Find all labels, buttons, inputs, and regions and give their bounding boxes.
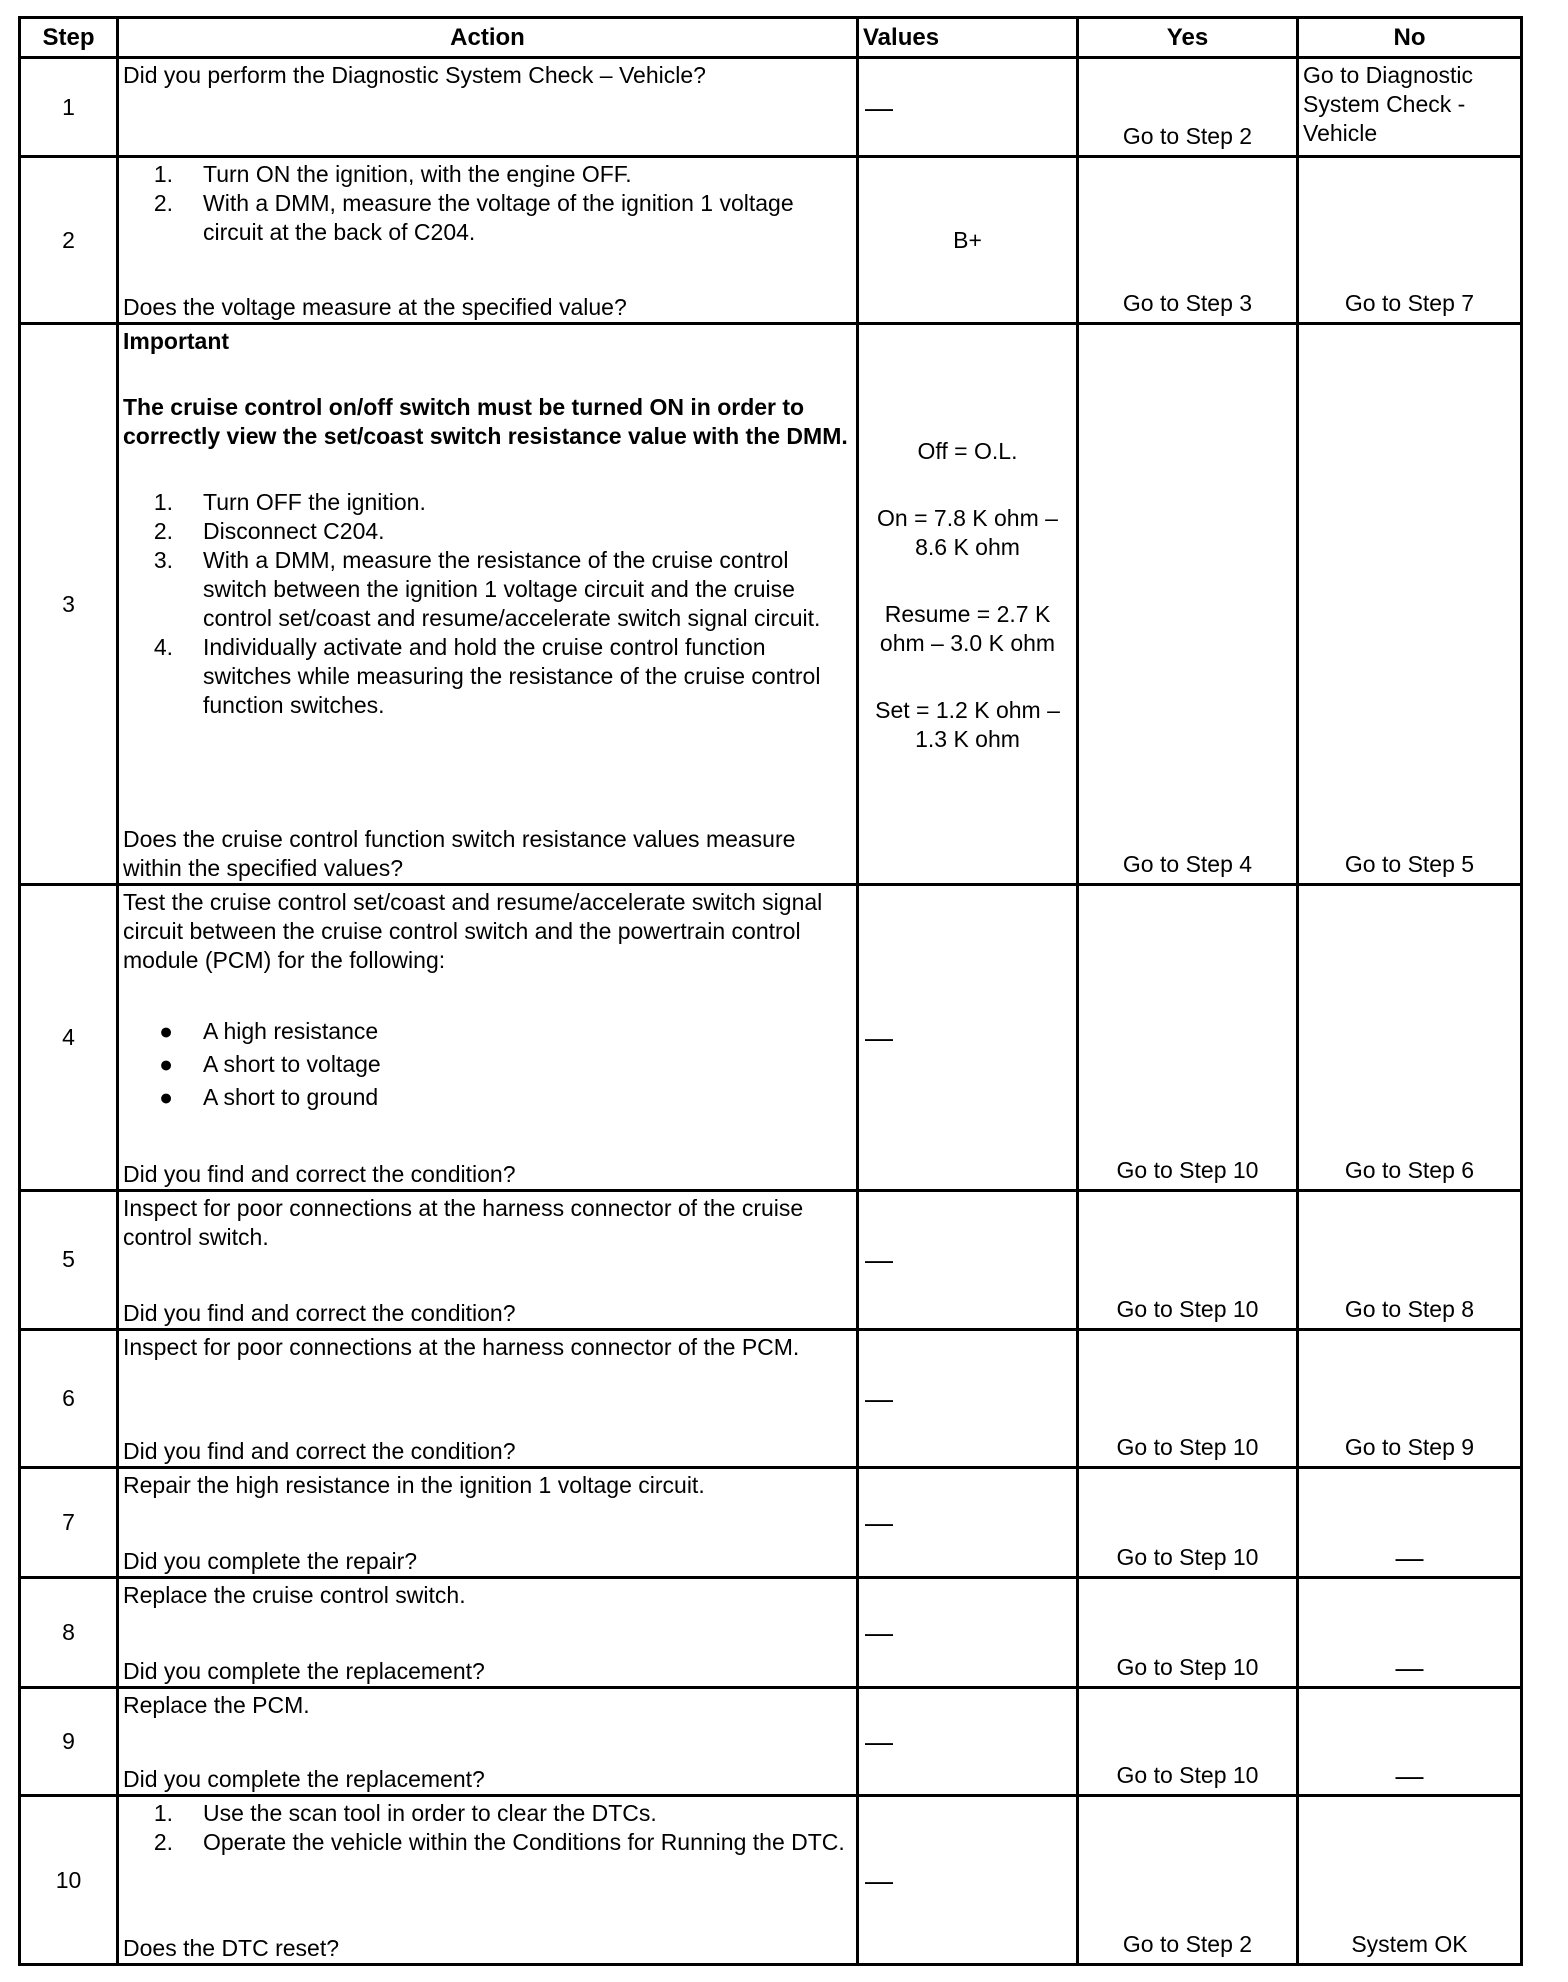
- values-cell: —: [858, 1191, 1078, 1329]
- action-cell: [118, 1191, 858, 1329]
- important-label: Important: [123, 328, 230, 355]
- step-number: 1: [20, 58, 118, 157]
- no-cell: Go to Step 5: [1298, 324, 1522, 885]
- step-number: 10: [20, 1796, 118, 1965]
- step-number: 4: [20, 885, 118, 1191]
- action-text: Test the cruise control set/coast and resume/accelerate switch signal circuit between the cruise control switch and the powertrain control module (PCM) for the following:: [123, 889, 823, 974]
- no-cell: Go to Step 8: [1298, 1191, 1522, 1329]
- list-item: 2. Operate the vehicle within the Conditions for Running the DTC.: [153, 1829, 845, 1856]
- bullet-list: [123, 1015, 852, 1114]
- action-cell: [118, 1796, 858, 1965]
- action-cell: [118, 157, 858, 324]
- values-cell: —: [858, 1329, 1078, 1467]
- step-number: 2: [20, 157, 118, 324]
- action-cell: [118, 1468, 858, 1577]
- table-row: [20, 1577, 1522, 1687]
- numbered-list: [123, 488, 852, 720]
- yes-cell: Go to Step 10: [1078, 1329, 1298, 1467]
- no-cell: —: [1298, 1577, 1522, 1687]
- list-item: 1. Turn ON the ignition, with the engine OFF.: [153, 161, 632, 188]
- question-text: Does the voltage measure at the specified value?: [123, 294, 627, 321]
- action-text: Inspect for poor connections at the harness connector of the PCM.: [123, 1333, 800, 1360]
- table-row: [20, 58, 1522, 157]
- table-row: [20, 157, 1522, 324]
- values-cell: —: [858, 1796, 1078, 1965]
- header-values: Values: [858, 18, 1078, 58]
- numbered-list: [123, 1799, 852, 1857]
- values-cell: —: [858, 58, 1078, 157]
- header-yes: Yes: [1078, 18, 1298, 58]
- list-item: 2. Disconnect C204.: [153, 518, 385, 545]
- action-cell: [118, 1577, 858, 1687]
- question-text: Does the DTC reset?: [123, 1935, 340, 1961]
- values-cell: [858, 324, 1078, 885]
- header-action: Action: [118, 18, 858, 58]
- yes-cell: Go to Step 4: [1078, 324, 1298, 885]
- numbered-list: [123, 160, 852, 247]
- value-resume: Resume = 2.7 K ohm – 3.0 K ohm: [879, 601, 1056, 657]
- question-text: Does the cruise control function switch resistance values measure within the specified values?: [123, 826, 796, 882]
- question-text: Did you find and correct the condition?: [123, 1299, 516, 1326]
- question-text: Did you complete the replacement?: [123, 1657, 485, 1684]
- table-row: [20, 324, 1522, 885]
- action-cell: [118, 1329, 858, 1467]
- action-text: Repair the high resistance in the ignition 1 voltage circuit.: [123, 1472, 705, 1499]
- action-cell: [118, 885, 858, 1191]
- value-set: Set = 1.2 K ohm – 1.3 K ohm: [875, 697, 1060, 753]
- step-number: 8: [20, 1577, 118, 1687]
- value-on: On = 7.8 K ohm – 8.6 K ohm: [877, 505, 1058, 561]
- values-cell: —: [858, 885, 1078, 1191]
- header-row: [20, 18, 1522, 58]
- no-cell: Go to Step 7: [1298, 157, 1522, 324]
- header-step: Step: [20, 18, 118, 58]
- list-item: ● A short to voltage: [159, 1051, 381, 1078]
- step-number: 5: [20, 1191, 118, 1329]
- action-text: Replace the PCM.: [123, 1691, 310, 1718]
- yes-cell: Go to Step 2: [1078, 1796, 1298, 1965]
- table-row: [20, 1468, 1522, 1577]
- action-cell: [118, 1687, 858, 1795]
- list-item: 3. With a DMM, measure the resistance of the cruise control switch between the ignition 1 voltage circuit and the cruise control set/coast and resume/accelerate switch signal circuit.: [153, 547, 821, 632]
- step-number: 6: [20, 1329, 118, 1467]
- yes-cell: Go to Step 10: [1078, 885, 1298, 1191]
- list-item: ● A short to ground: [159, 1084, 379, 1111]
- question-text: Did you find and correct the condition?: [123, 1438, 516, 1465]
- table-row: [20, 885, 1522, 1191]
- question-text: Did you find and correct the condition?: [123, 1161, 516, 1188]
- action-cell: [118, 58, 858, 157]
- no-cell: —: [1298, 1687, 1522, 1795]
- step-number: 9: [20, 1687, 118, 1795]
- action-text: Did you perform the Diagnostic System Check – Vehicle?: [123, 62, 706, 89]
- header-no: No: [1298, 18, 1522, 58]
- action-text: Inspect for poor connections at the harness connector of the cruise control switch.: [123, 1195, 804, 1251]
- step-number: 7: [20, 1468, 118, 1577]
- list-item: 4. Individually activate and hold the cruise control function switches while measuring the resistance of the cruise control function switches.: [153, 634, 821, 719]
- action-text: Replace the cruise control switch.: [123, 1581, 466, 1608]
- yes-cell: Go to Step 10: [1078, 1191, 1298, 1329]
- list-item: 1. Turn OFF the ignition.: [153, 489, 426, 516]
- table-row: [20, 1191, 1522, 1329]
- table-row: [20, 1796, 1522, 1965]
- values-cell: —: [858, 1577, 1078, 1687]
- value-off: Off = O.L.: [917, 438, 1018, 465]
- yes-cell: Go to Step 10: [1078, 1468, 1298, 1577]
- question-text: Did you complete the replacement?: [123, 1766, 485, 1793]
- values-cell: —: [858, 1687, 1078, 1795]
- yes-cell: Go to Step 10: [1078, 1577, 1298, 1687]
- yes-cell: Go to Step 10: [1078, 1687, 1298, 1795]
- values-cell: B+: [858, 157, 1078, 324]
- no-cell: Go to Diagnostic System Check - Vehicle: [1298, 58, 1522, 157]
- table-row: [20, 1329, 1522, 1467]
- yes-cell: Go to Step 2: [1078, 58, 1298, 157]
- list-item: ● A high resistance: [159, 1018, 379, 1045]
- values-cell: —: [858, 1468, 1078, 1577]
- no-cell: Go to Step 9: [1298, 1329, 1522, 1467]
- list-item: 1. Use the scan tool in order to clear the DTCs.: [153, 1800, 657, 1827]
- table-row: [20, 1687, 1522, 1795]
- no-cell: —: [1298, 1468, 1522, 1577]
- diagnostic-table: [18, 16, 1523, 1966]
- yes-cell: Go to Step 3: [1078, 157, 1298, 324]
- question-text: Did you complete the repair?: [123, 1547, 418, 1574]
- step-number: 3: [20, 324, 118, 885]
- no-cell: Go to Step 6: [1298, 885, 1522, 1191]
- important-note: The cruise control on/off switch must be turned ON in order to correctly view the set/coast switch resistance value with the DMM.: [123, 394, 848, 450]
- action-cell: [118, 324, 858, 885]
- no-cell: System OK: [1298, 1796, 1522, 1965]
- list-item: 2. With a DMM, measure the voltage of the ignition 1 voltage circuit at the back of C204.: [153, 190, 794, 246]
